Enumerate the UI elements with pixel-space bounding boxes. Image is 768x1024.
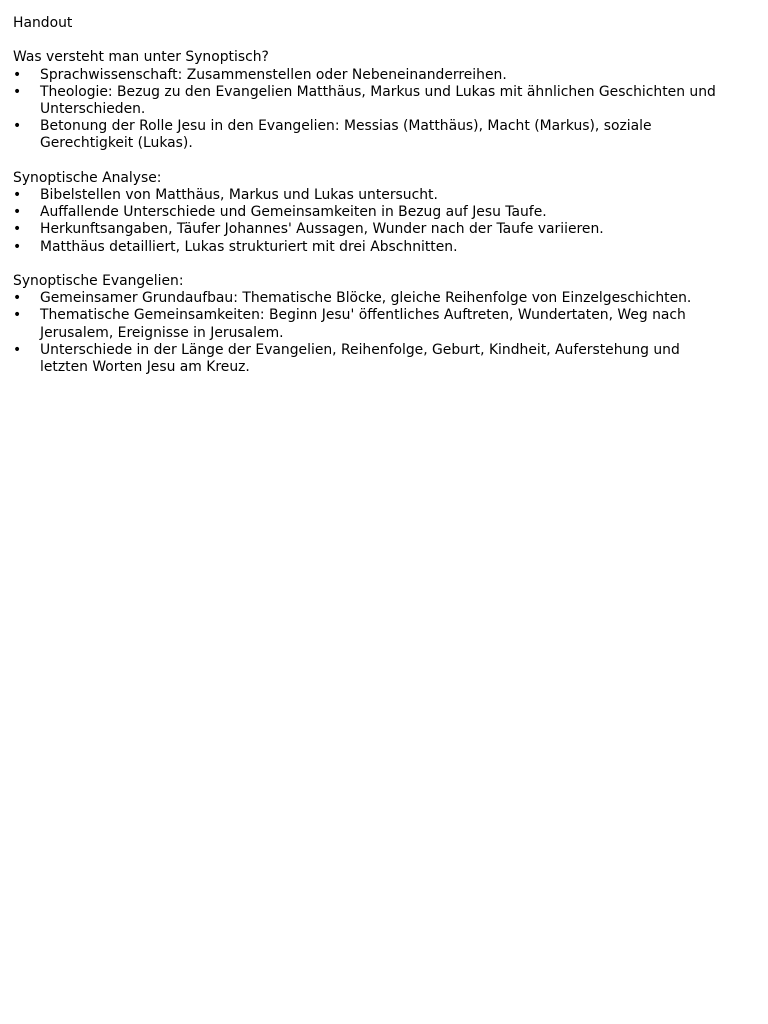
bullet-list bbox=[13, 290, 728, 376]
list-item-text: Bibelstellen von Matthäus, Markus und Lukas untersucht. bbox=[40, 187, 438, 203]
list-item-text: Thematische Gemeinsamkeiten: Beginn Jesu' öffentliches Auftreten, Wundertaten, Weg nach Jerusalem, Ereignisse in Jerusalem. bbox=[40, 307, 686, 341]
list-item-text: Sprachwissenschaft: Zusammenstellen oder Nebeneinanderreihen. bbox=[40, 66, 507, 83]
list-item bbox=[13, 67, 728, 84]
list-item-text: Matthäus detailliert, Lukas strukturiert mit drei Abschnitten. bbox=[40, 238, 458, 255]
bullet-list bbox=[13, 67, 728, 153]
list-item-text: Gemeinsamer Grundaufbau: Thematische Blöcke, gleiche Reihenfolge von Einzelgeschichten. bbox=[40, 290, 692, 307]
section-heading: Synoptische Evangelien: bbox=[13, 273, 184, 289]
bullet-icon: • bbox=[13, 221, 22, 238]
section-heading: Synoptische Analyse: bbox=[13, 169, 162, 186]
list-item bbox=[13, 290, 728, 307]
list-item bbox=[13, 187, 728, 204]
bullet-icon: • bbox=[13, 204, 22, 221]
bullet-icon: • bbox=[13, 307, 22, 324]
list-item bbox=[13, 204, 728, 221]
list-item-text: Auffallende Unterschiede und Gemeinsamkeiten in Bezug auf Jesu Taufe. bbox=[40, 204, 547, 221]
bullet-icon: • bbox=[13, 83, 22, 100]
list-item-text: Theologie: Bezug zu den Evangelien Matthäus, Markus und Lukas mit ähnlichen Geschichten und Unterschieden. bbox=[40, 83, 716, 117]
list-item-text: Herkunftsangaben, Täufer Johannes' Aussagen, Wunder nach der Taufe variieren. bbox=[40, 221, 604, 238]
list-item bbox=[13, 342, 728, 376]
list-item-text: Betonung der Rolle Jesu in den Evangelien: Messias (Matthäus), Macht (Markus), soziale Gerechtigkeit (Lukas). bbox=[40, 118, 652, 152]
bullet-icon: • bbox=[13, 290, 22, 307]
list-item bbox=[13, 307, 728, 341]
bullet-icon: • bbox=[13, 341, 22, 358]
section-heading: Was versteht man unter Synoptisch? bbox=[13, 49, 269, 66]
bullet-icon: • bbox=[13, 238, 22, 255]
list-item-text: Unterschiede in der Länge der Evangelien, Reihenfolge, Geburt, Kindheit, Auferstehung und letzten Worten Jesu am Kreuz. bbox=[40, 341, 680, 376]
document-title: Handout bbox=[13, 15, 73, 31]
section-synoptische-evangelien bbox=[13, 273, 728, 376]
bullet-icon: • bbox=[13, 66, 22, 83]
list-item bbox=[13, 239, 728, 256]
section-synoptisch-definition bbox=[13, 49, 728, 152]
section-synoptische-analyse bbox=[13, 170, 728, 256]
bullet-list bbox=[13, 187, 728, 256]
bullet-icon: • bbox=[13, 187, 22, 203]
list-item bbox=[13, 84, 728, 118]
bullet-icon: • bbox=[13, 118, 22, 135]
list-item bbox=[13, 221, 728, 238]
list-item bbox=[13, 118, 728, 152]
